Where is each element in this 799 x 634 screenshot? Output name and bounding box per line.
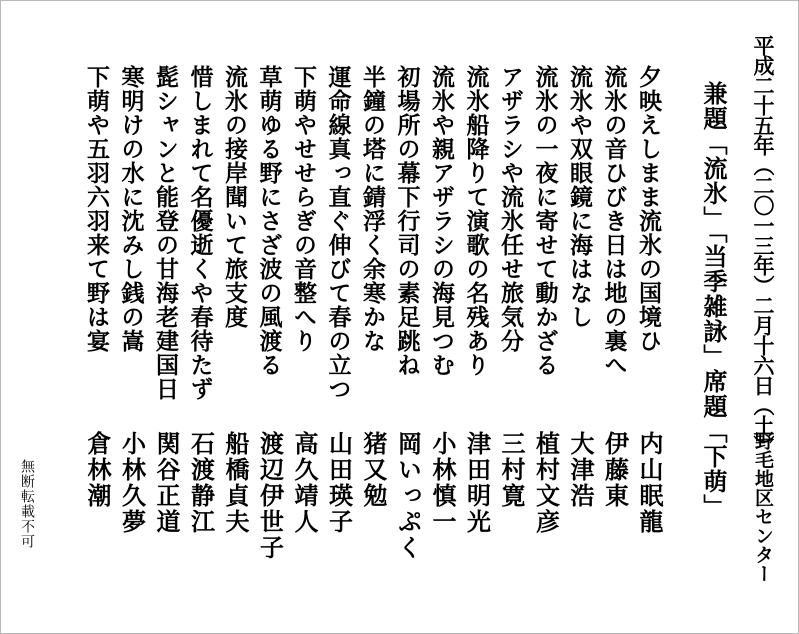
- poem-author: 大津浩: [566, 431, 595, 509]
- poem-author: 内山眠龍: [635, 431, 664, 535]
- poem-line: 下萌や五羽六羽来て野は宴: [83, 65, 110, 353]
- poem-line: 惜しまれて名優逝くや春待たず: [186, 65, 214, 401]
- copyright-notice: 無断転載不可: [19, 459, 35, 549]
- poem-line: 半鐘の塔に錆浮く余寒かな: [359, 65, 386, 353]
- poem-line: 流氷や親アザラシの海見つむ: [428, 65, 455, 377]
- poem-author: 高久靖人: [290, 431, 319, 535]
- poem-author: 伊藤東: [600, 431, 630, 509]
- poem-line: 流氷の音ひびき日は地の裏へ: [600, 65, 628, 377]
- poem-author: 猪又勉: [359, 431, 388, 509]
- themes-line: 兼題「流氷」「当季雑詠」席題「下萌」: [699, 81, 728, 519]
- poem-line: 下萌やせせらぎの音整へり: [290, 65, 317, 353]
- poem-author: 小林慎一: [428, 431, 457, 535]
- poem-line: 夕映えしまま流氷の国境ひ: [635, 65, 662, 353]
- poem-author: 関谷正道: [152, 431, 181, 535]
- poem-author: 岡いっぷく: [393, 431, 423, 561]
- poem-line: 初場所の幕下行司の素足跳ね: [393, 65, 421, 377]
- poem-author: 小林久夢: [117, 431, 147, 535]
- poem-author: 倉林潮: [83, 431, 112, 509]
- poem-line: アザラシや流氷任せ旅気分: [497, 65, 524, 353]
- header-date: 平成二十五年（二〇一三年）二月十六日（土）: [751, 35, 776, 455]
- poem-line: 草萌ゆる野にさざ波の風渡る: [255, 65, 283, 377]
- header-place: 野毛地区センター: [752, 431, 774, 583]
- poem-line: 寒明けの水に沈みし銭の嵩: [117, 65, 145, 353]
- poem-author: 石渡静江: [186, 431, 216, 535]
- poem-line: 流氷船降りて演歌の名残あり: [462, 65, 490, 377]
- poem-author: 植村文彦: [531, 431, 561, 535]
- poem-line: 流氷の接岸聞いて旅支度: [221, 65, 248, 329]
- poem-line: 流氷の一夜に寄せて動かざる: [531, 65, 559, 377]
- poem-author: 三村寛: [497, 431, 526, 509]
- poem-author: 船橋貞夫: [221, 431, 250, 535]
- poem-author: 渡辺伊世子: [255, 431, 285, 561]
- poem-author: 山田瑛子: [324, 431, 354, 535]
- poem-line: 運命線真っ直ぐ伸びて春の立つ: [324, 65, 352, 401]
- poem-author: 津田明光: [462, 431, 492, 535]
- poem-line: 髭シャンと能登の甘海老建国日: [152, 65, 179, 401]
- poem-line: 流氷や双眼鏡に海はなし: [566, 65, 593, 329]
